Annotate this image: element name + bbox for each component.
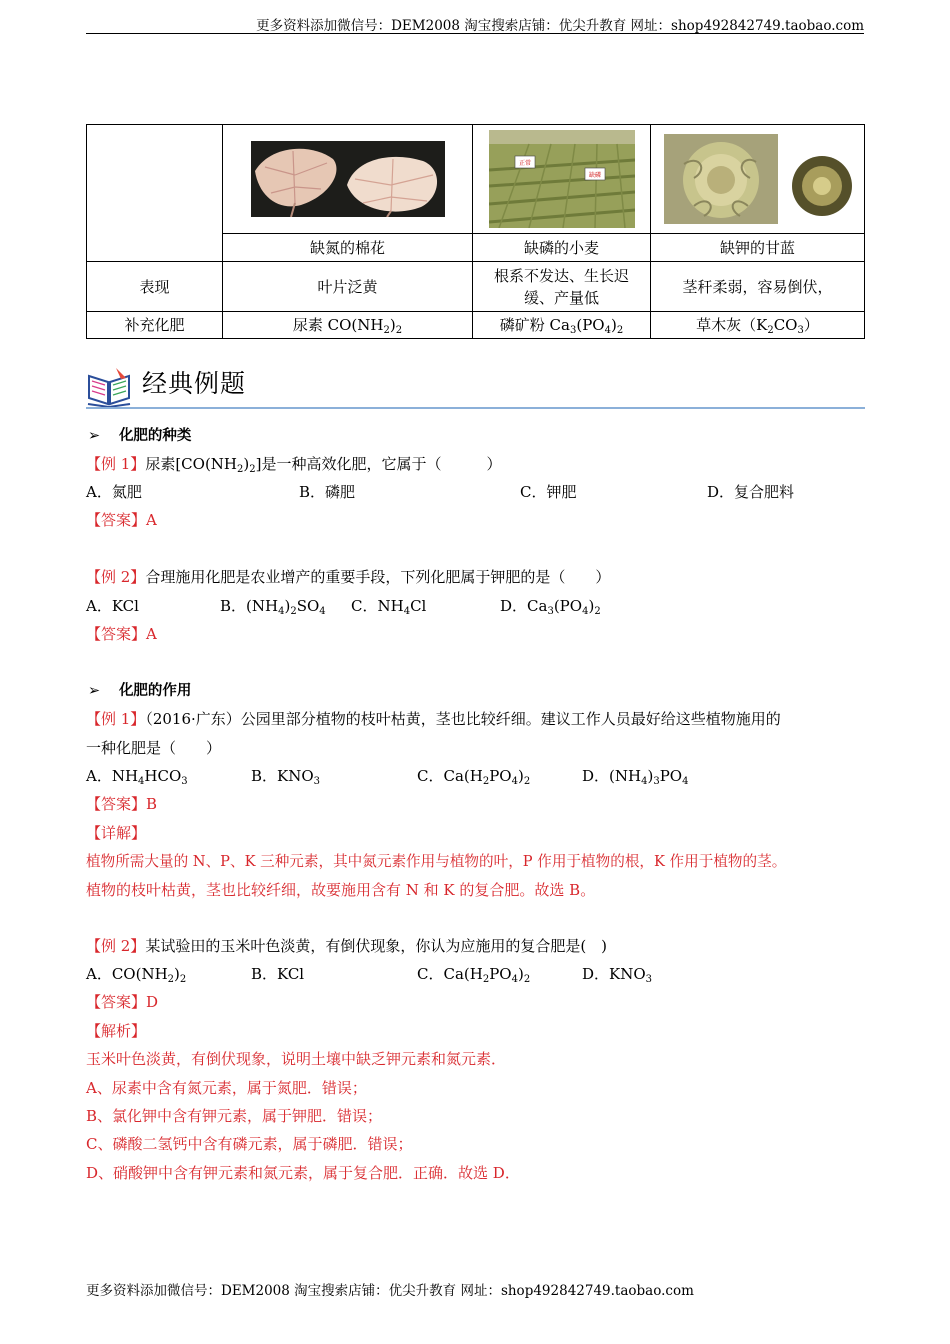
topic2-ex2-analysis-line: C、磷酸二氢钙中含有磷元素，属于磷肥．错误； — [86, 1135, 413, 1153]
topic2-ex2-analysis-tag: 【解析】 — [86, 1022, 147, 1040]
fert-k: 草木灰$(K_2CO_3)$ — [651, 312, 865, 339]
cotton-cell — [223, 125, 473, 234]
cabbage-cell — [651, 125, 865, 234]
wheat-cell — [473, 125, 651, 234]
row-label-symptom: 表现 — [87, 262, 223, 312]
page-footer: 更多资料添加微信号：DEM2008 淘宝搜索店铺：优尖升教育 网址：shop492842749.taobao.com — [86, 1283, 694, 1299]
topic1-ex1-answer: 【答案】A — [86, 511, 157, 529]
topic2-ex2-option-d: D．$KNO_3$ — [582, 965, 653, 985]
symptom-p-line1: 根系不发达、生长迟 — [493, 266, 629, 285]
topic1-ex2-option-a: A．KCl — [86, 597, 139, 615]
topic2-ex2-analysis-line: 玉米叶色淡黄，有倒伏现象，说明土壤中缺乏钾元素和氮元素． — [86, 1050, 507, 1068]
topic1-ex1-option-d: D．复合肥料 — [707, 483, 795, 501]
wheat-field-image — [489, 130, 635, 228]
topic1-ex2-answer: 【答案】A — [86, 625, 157, 643]
topic2-ex2-option-c: C．$Ca(H_2PO_4)_2$ — [417, 965, 531, 985]
fert-p: 磷矿粉 $Ca_3(PO_4)_2$ — [473, 312, 651, 339]
cotton-leaf-image — [251, 141, 445, 217]
page-header: 更多资料添加微信号：DEM2008 淘宝搜索店铺：优尖升教育 网址：shop492842749.taobao.com — [256, 18, 864, 34]
topic2-ex2-analysis-line: A、尿素中含有氮元素，属于氮肥．错误； — [86, 1079, 367, 1097]
topic2-ex1-option-d: D．$(NH_4)_3PO_4$ — [582, 767, 689, 787]
topic1-ex2-option-c: C．$NH_4Cl$ — [351, 597, 427, 617]
cabbage-image — [664, 134, 852, 224]
topic2-ex1-option-b: B．$KNO_3$ — [251, 767, 321, 787]
topic1-ex2-option-b: B．$(NH_4)_2SO_4$ — [220, 597, 326, 617]
fert-n: 尿素 $CO(NH_2)_2$ — [223, 312, 473, 339]
topic1-ex2-option-d: D．$Ca_3(PO_4)_2$ — [500, 597, 601, 617]
caption-wheat: 缺磷的小麦 — [473, 234, 651, 262]
topic2-ex1-detail-tag: 【详解】 — [86, 824, 147, 842]
topic1-ex1-option-a: A．氮肥 — [86, 483, 142, 501]
topic1-ex1-question: 【例 1】尿素$[CO(NH_2)_2]$是一种高效化肥，它属于（ ） — [86, 455, 502, 475]
deficiency-table — [86, 124, 865, 339]
topic2-ex1-detail-line2: 植物的枝叶枯黄，茎也比较纤细，故要施用含有 N 和 K 的复合肥。故选 B。 — [86, 881, 596, 899]
symptom-n: 叶片泛黄 — [223, 262, 473, 312]
caption-cotton: 缺氮的棉花 — [223, 234, 473, 262]
arrow-bullet-icon: ➢ — [88, 428, 101, 444]
symptom-p-line2: 缓、产量低 — [523, 288, 599, 307]
topic2-ex1-detail-line1: 植物所需大量的 N、P、K 三种元素，其中氮元素作用与植物的叶，P 作用于植物的根，K 作用于植物的茎。 — [86, 853, 787, 870]
topic1-heading: ➢ 化肥的种类 — [88, 428, 192, 444]
symptom-p — [473, 262, 651, 312]
topic2-heading: ➢ 化肥的作用 — [88, 683, 192, 699]
topic2-ex2-analysis-line: B、氯化钾中含有钾元素，属于钾肥．错误； — [86, 1107, 383, 1125]
topic1-ex1-option-c: C．钾肥 — [520, 483, 577, 501]
topic2-ex2-option-a: A．$CO(NH_2)_2$ — [86, 965, 187, 985]
header-rule — [86, 33, 864, 34]
section-rule — [86, 407, 865, 409]
symptom-k: 茎秆柔弱，容易倒伏， — [651, 262, 865, 312]
topic2-ex1-option-a: A．$NH_4HCO_3$ — [86, 767, 188, 787]
table-corner-cell — [87, 125, 223, 262]
topic2-ex2-option-b: B．KCl — [251, 965, 305, 983]
row-label-fertilizer: 补充化肥 — [87, 312, 223, 339]
topic2-ex1-question-line2: 一种化肥是（ ） — [86, 739, 222, 757]
topic2-ex2-question: 【例 2】某试验田的玉米叶色淡黄，有倒伏现象，你认为应施用的复合肥是( ) — [86, 937, 608, 955]
topic2-ex2-analysis-line: D、硝酸钾中含有钾元素和氮元素，属于复合肥．正确．故选 D． — [86, 1164, 520, 1182]
arrow-bullet-icon: ➢ — [88, 683, 101, 699]
topic1-ex1-option-b: B．磷肥 — [299, 483, 356, 501]
book-icon — [86, 366, 132, 408]
topic2-ex1-question-line1: 【例 1】（2016·广东）公园里部分植物的枝叶枯黄，茎也比较纤细。建议工作人员最好给这些植物施用的 — [86, 710, 781, 728]
section-title: 经典例题 — [142, 369, 247, 398]
topic1-ex2-question: 【例 2】合理施用化肥是农业增产的重要手段，下列化肥属于钾肥的是（ ） — [86, 568, 611, 586]
topic2-ex2-answer: 【答案】D — [86, 993, 159, 1011]
wheat-sign-deficient: 缺磷 — [588, 172, 601, 179]
topic2-ex1-answer: 【答案】B — [86, 795, 158, 813]
wheat-sign-normal: 正常 — [518, 160, 531, 167]
caption-cabbage: 缺钾的甘蓝 — [651, 234, 865, 262]
topic2-ex1-option-c: C．$Ca(H_2PO_4)_2$ — [417, 767, 531, 787]
